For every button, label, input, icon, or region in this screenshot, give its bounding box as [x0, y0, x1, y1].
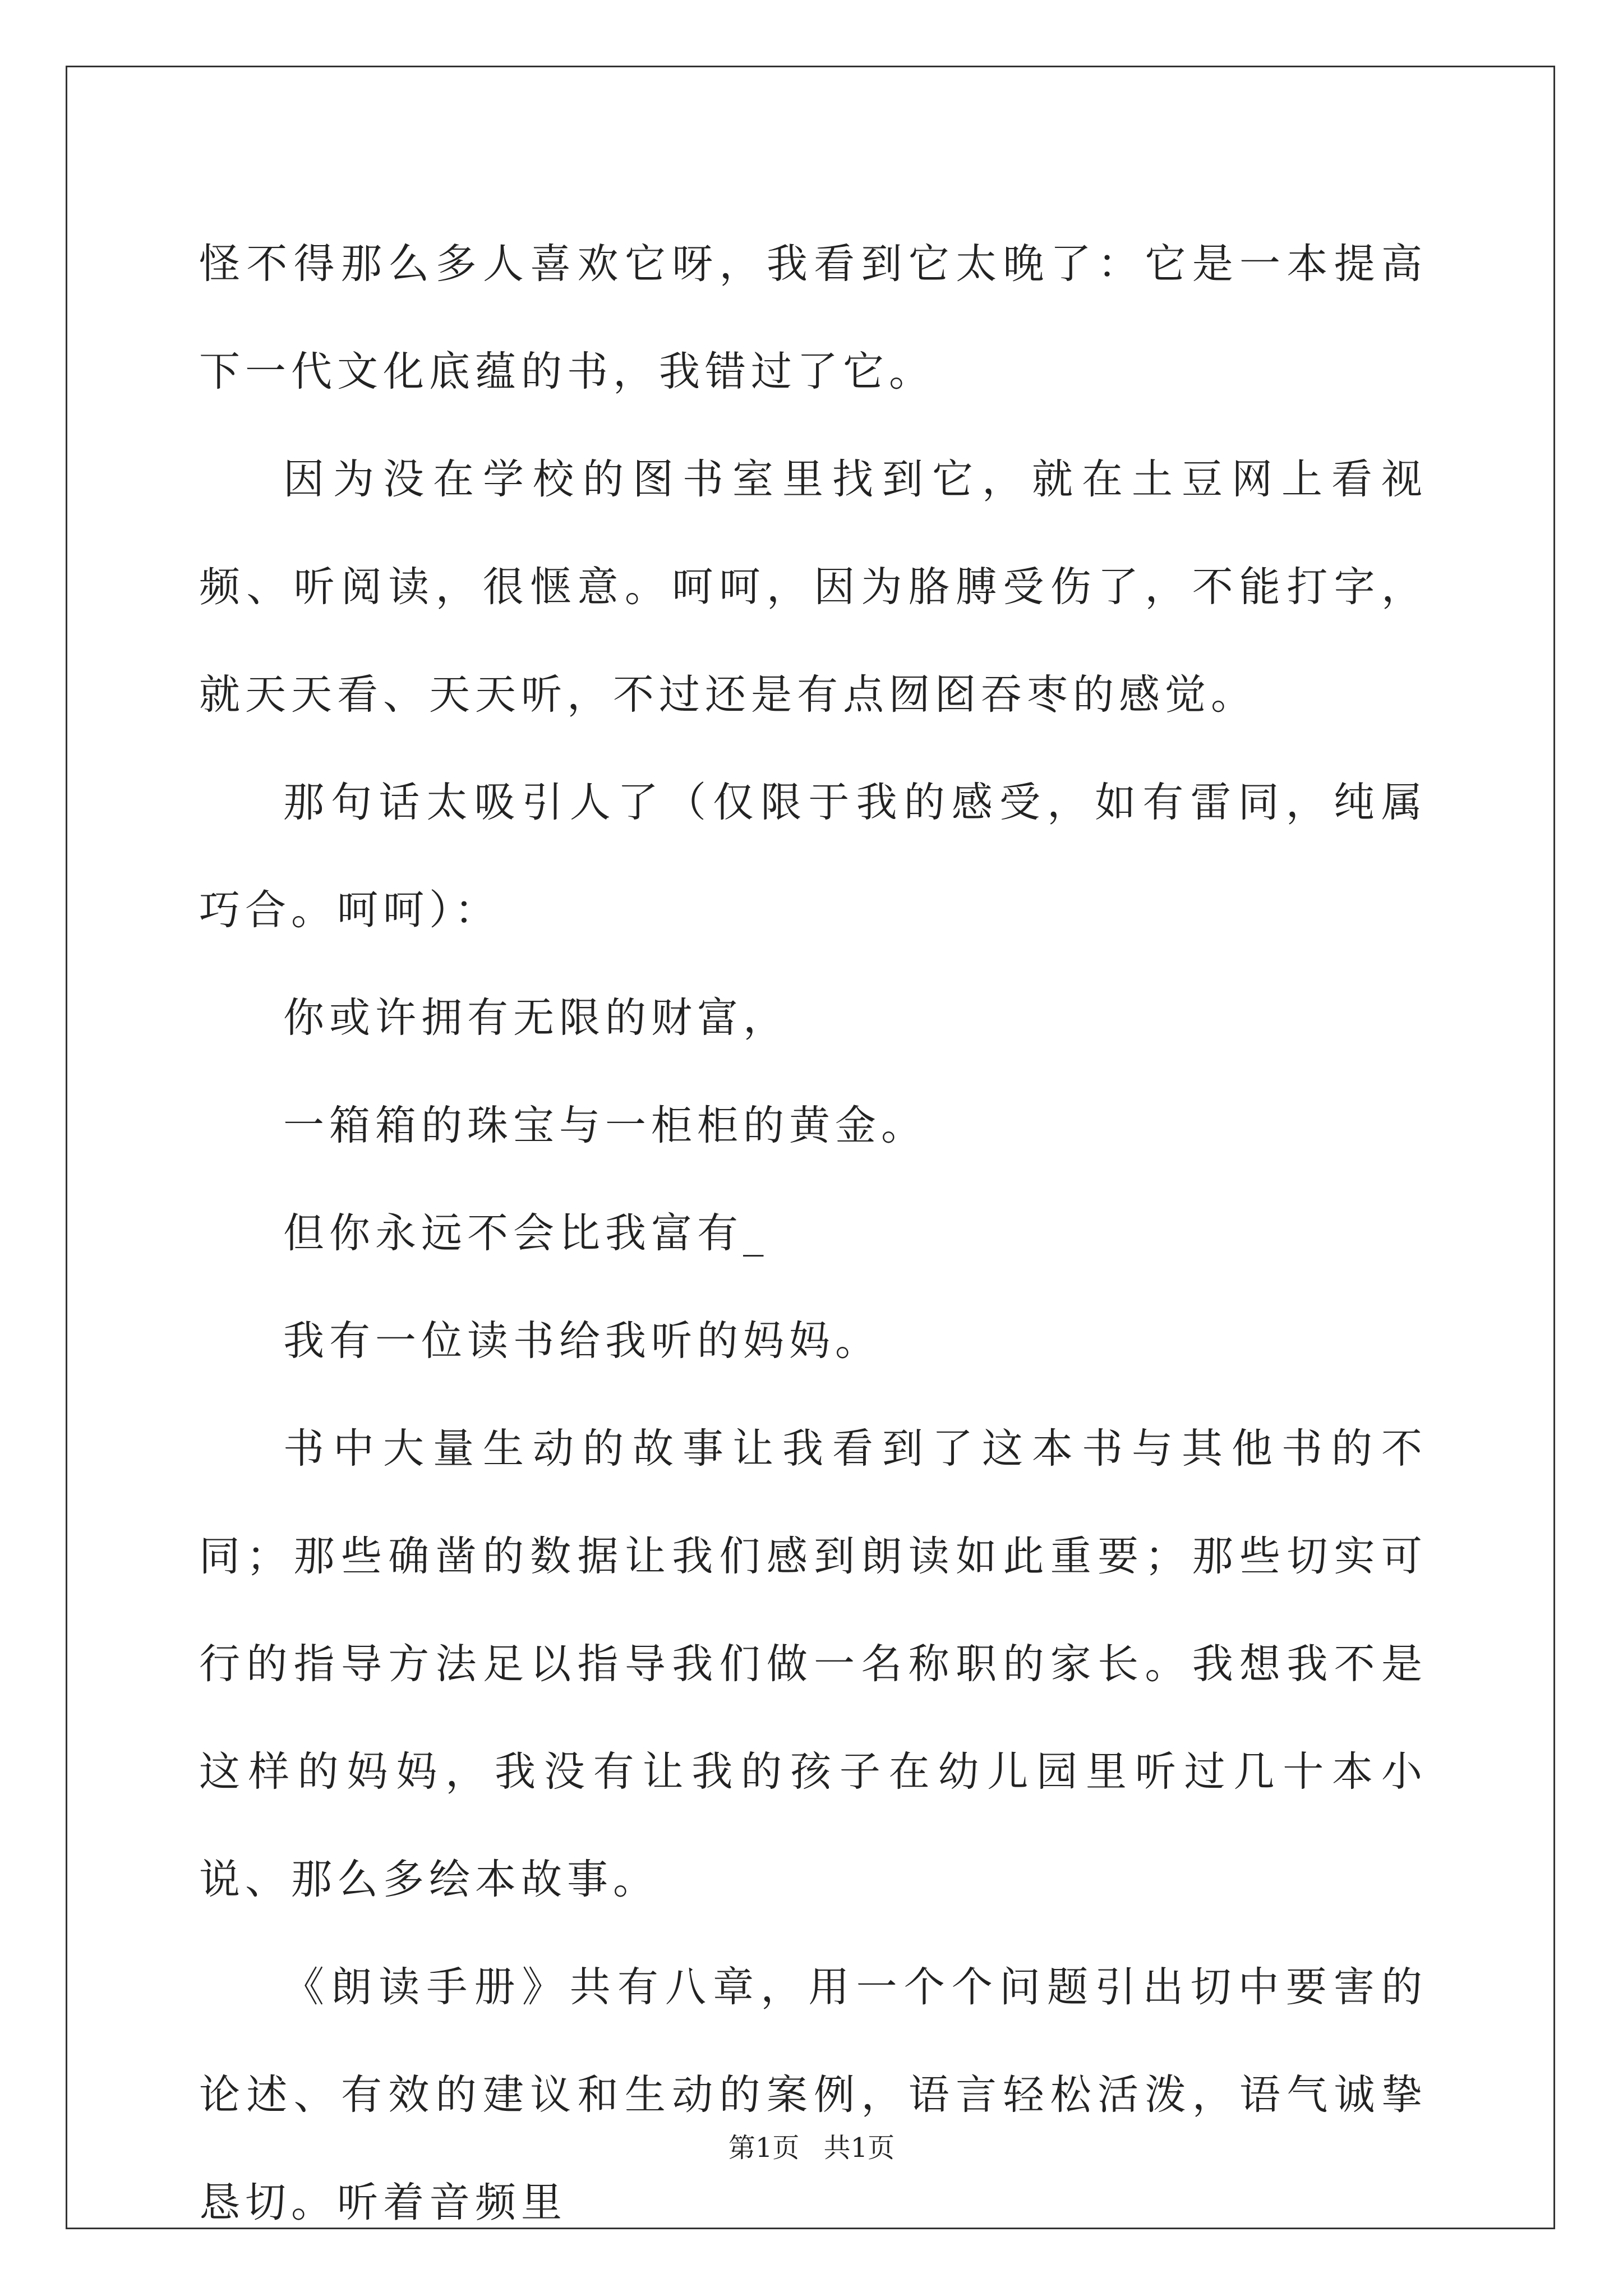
poem-line-3: 但你永远不会比我富有_	[283, 1209, 769, 1257]
poem-line-1: 你或许拥有无限的财富，	[283, 994, 789, 1042]
paragraph-4: 书中大量生动的故事让我看到了这本书与其他书的不同；那些确凿的数据让我们感到朗读如此重要；那些切实可行的指导方法足以指导我们做一名称职的家长。我想我不是这样的妈妈，我没有让我的孩子在幼儿园里听过几十本小说、那么多绘本故事。	[199, 1425, 1427, 1903]
poem-line-2: 一箱箱的珠宝与一柜柜的黄金。	[283, 1102, 927, 1149]
document-body	[199, 210, 1427, 2257]
page-footer	[0, 2126, 1623, 2165]
paragraph-1: 怪不得那么多人喜欢它呀，我看到它太晚了：它是一本提高下一代文化底蕴的书，我错过了它。	[199, 240, 1427, 395]
paragraph-2: 因为没在学校的图书室里找到它，就在土豆网上看视频、听阅读，很惬意。呵呵，因为胳膊受伤了，不能打字，就天天看、天天听，不过还是有点囫囵吞枣的感觉。	[199, 455, 1427, 719]
paragraph-3: 那句话太吸引人了（仅限于我的感受，如有雷同，纯属巧合。呵呵）：	[199, 779, 1427, 934]
poem-line-4: 我有一位读书给我听的妈妈。	[283, 1317, 881, 1365]
paragraph-5: 《朗读手册》共有八章，用一个个问题引出切中要害的论述、有效的建议和生动的案例，语言轻松活泼，语气诚挚恳切。听着音频里	[199, 1963, 1427, 2226]
page-total: 共1页	[823, 2132, 895, 2164]
page-number: 第1页	[728, 2132, 800, 2164]
